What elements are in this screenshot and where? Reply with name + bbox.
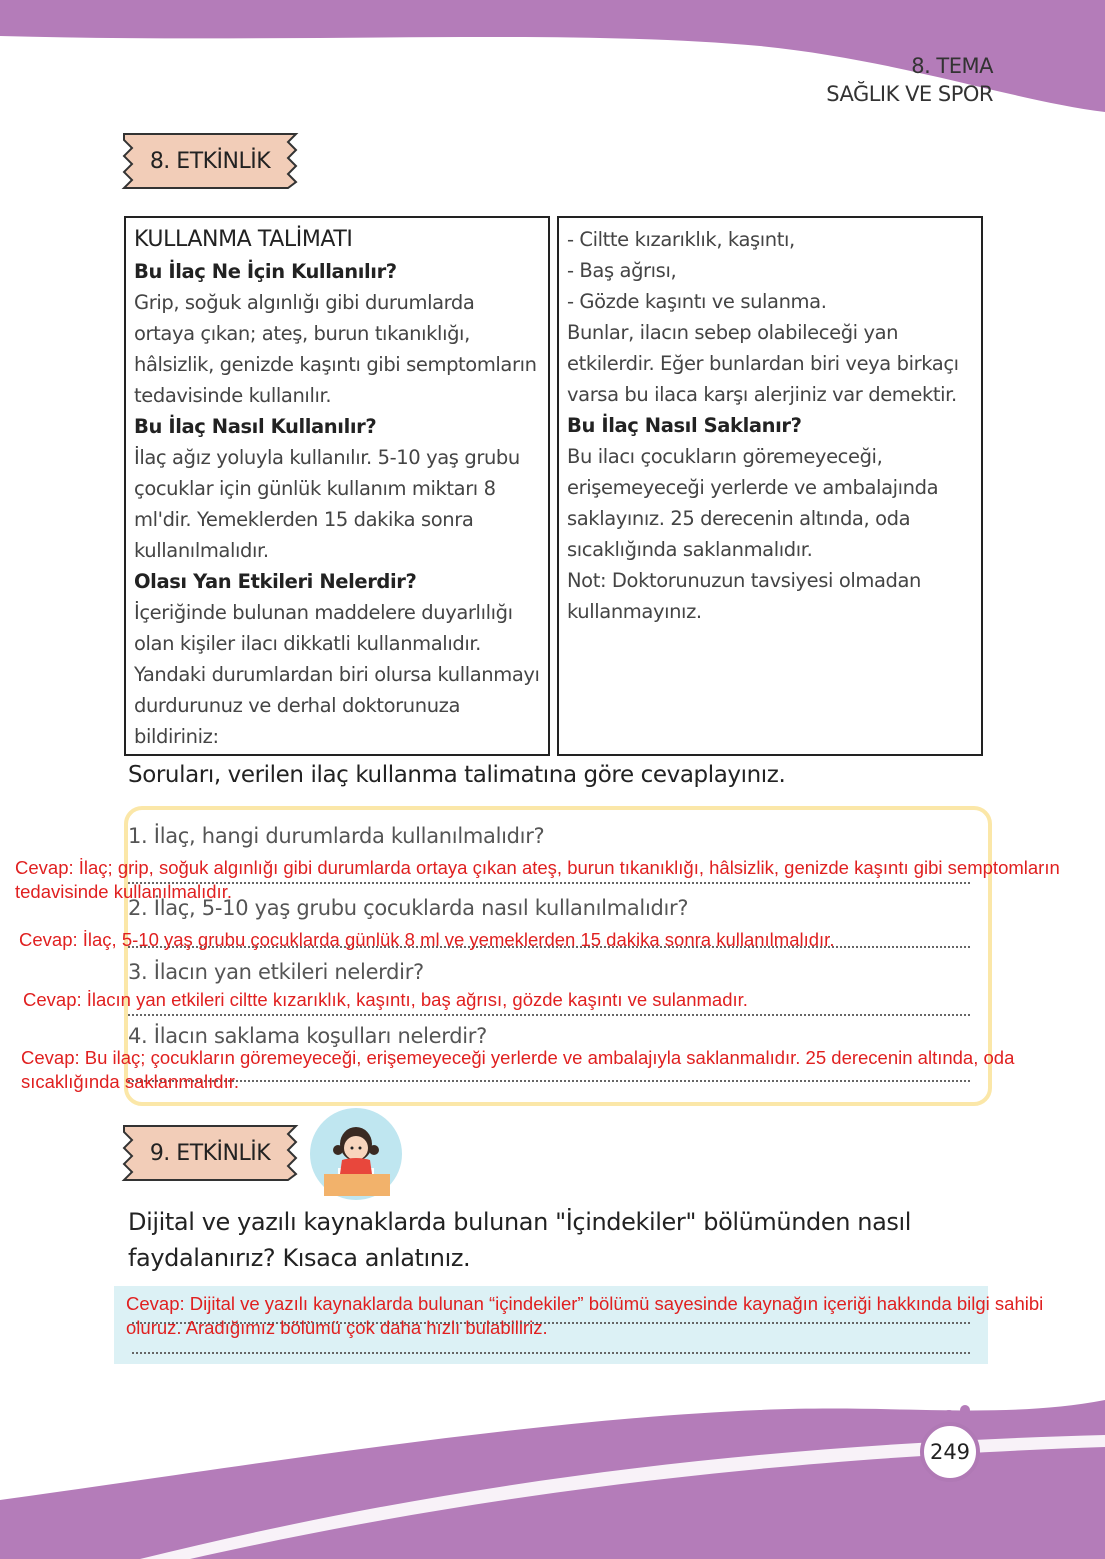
question-3: 3. İlacın yan etkileri nelerdir? (128, 960, 424, 984)
answer-4: Cevap: Bu ilaç; çocukların göremeyeceği, erişemeyeceği yerlerde ve ambalajıyla saklanmalıdır. 25 derecenin altında, oda sıcaklığında saklanmalıdır. (21, 1047, 1015, 1092)
theme-title: SAĞLIK VE SPOR (826, 82, 993, 106)
answer-line (128, 1014, 970, 1016)
text-side-effects: İçeriğinde bulunan maddelere duyarlılığı olan kişiler ilacı dikkatli kullanmalıdır. Yandaki durumlardan biri olursa kullanmayı durdurunuz ve derhal doktorunuza bildiriniz: (134, 601, 540, 748)
question-1: 1. İlaç, hangi durumlarda kullanılmalıdır? (128, 824, 545, 848)
instructions-title: KULLANMA TALİMATI (134, 227, 353, 252)
question-2: 2. İlaç, 5-10 yaş grubu çocuklarda nasıl kullanılmalıdır? (128, 896, 689, 920)
activity-9-banner (116, 1120, 304, 1186)
text-how-to-use: İlaç ağız yoluyla kullanılır. 5-10 yaş grubu çocuklar için günlük kullanım miktarı 8 ml'dir. Yemeklerden 15 dakika sonra kullanılmalıdır. (134, 446, 520, 562)
answer-2: Cevap: İlaç, 5-10 yaş grubu çocuklarda günlük 8 ml ve yemeklerden 15 dakika sonra kullanılmalıdır. (19, 929, 835, 950)
side-effect-item: - Ciltte kızarıklık, kaşıntı, (567, 228, 795, 251)
answer-1: Cevap: İlaç; grip, soğuk algınlığı gibi durumlarda ortaya çıkan ateş, burun tıkanıklığı, hâlsizlik, genizde kaşıntı gibi semptomların tedavisinde kullanılmalıdır. (15, 857, 1060, 902)
answer-line (132, 1352, 970, 1354)
usage-instructions-right (557, 216, 983, 756)
question-4: 4. İlacın saklama koşulları nelerdir? (128, 1024, 487, 1048)
heading-how-to-use: Bu İlaç Nasıl Kullanılır? (134, 415, 377, 438)
side-effect-item: - Gözde kaşıntı ve sulanma. (567, 290, 827, 313)
text-allergy-note: Bunlar, ilacın sebep olabileceği yan etkilerdir. Eğer bunlardan biri veya birkaçı varsa bu ilaca karşı alerjiniz var demektir. (567, 321, 959, 406)
side-effect-item: - Baş ağrısı, (567, 259, 677, 282)
heading-side-effects: Olası Yan Etkileri Nelerdir? (134, 570, 417, 593)
text-usage-purpose: Grip, soğuk algınlığı gibi durumlarda ortaya çıkan; ateş, burun tıkanıklığı, hâlsizlik, genizde kaşıntı gibi semptomların tedavisinde kullanılır. (134, 291, 537, 407)
theme-header (826, 52, 993, 108)
instruction-text: Soruları, verilen ilaç kullanma talimatına göre cevaplayınız. (128, 762, 786, 788)
activity-8-label: 8. ETKİNLİK (149, 148, 271, 174)
heading-storage: Bu İlaç Nasıl Saklanır? (567, 414, 802, 437)
activity-9-label: 9. ETKİNLİK (149, 1140, 271, 1166)
answer-3: Cevap: İlacın yan etkileri ciltte kızarıklık, kaşıntı, baş ağrısı, gözde kaşıntı ve sulanmadır. (23, 989, 748, 1010)
text-storage: Bu ilacı çocukların göremeyeceği, erişemeyeceği yerlerde ve ambalajında saklayınız. 25 derecenin altında, oda sıcaklığında saklanmalıdır. (567, 445, 939, 561)
text-doctor-note: Not: Doktorunuzun tavsiyesi olmadan kullanmayınız. (567, 569, 921, 623)
usage-instructions-left (124, 216, 550, 756)
activity-9-question: Dijital ve yazılı kaynaklarda bulunan "İçindekiler" bölümünden nasıl faydalanırız? Kısaca anlatınız. (128, 1208, 912, 1272)
girl-writing-illustration (310, 1108, 402, 1200)
theme-number: 8. TEMA (911, 54, 993, 78)
page-number: 249 (920, 1422, 980, 1482)
activity-9-answer: Cevap: Dijital ve yazılı kaynaklarda bulunan “içindekiler” bölümü sayesinde kaynağın içeriği hakkında bilgi sahibi oluruz. Aradığımız bölümü çok daha hızlı bulabiliriz. (126, 1293, 1044, 1338)
activity-8-banner (116, 128, 304, 194)
heading-usage-purpose: Bu İlaç Ne İçin Kullanılır? (134, 260, 397, 283)
